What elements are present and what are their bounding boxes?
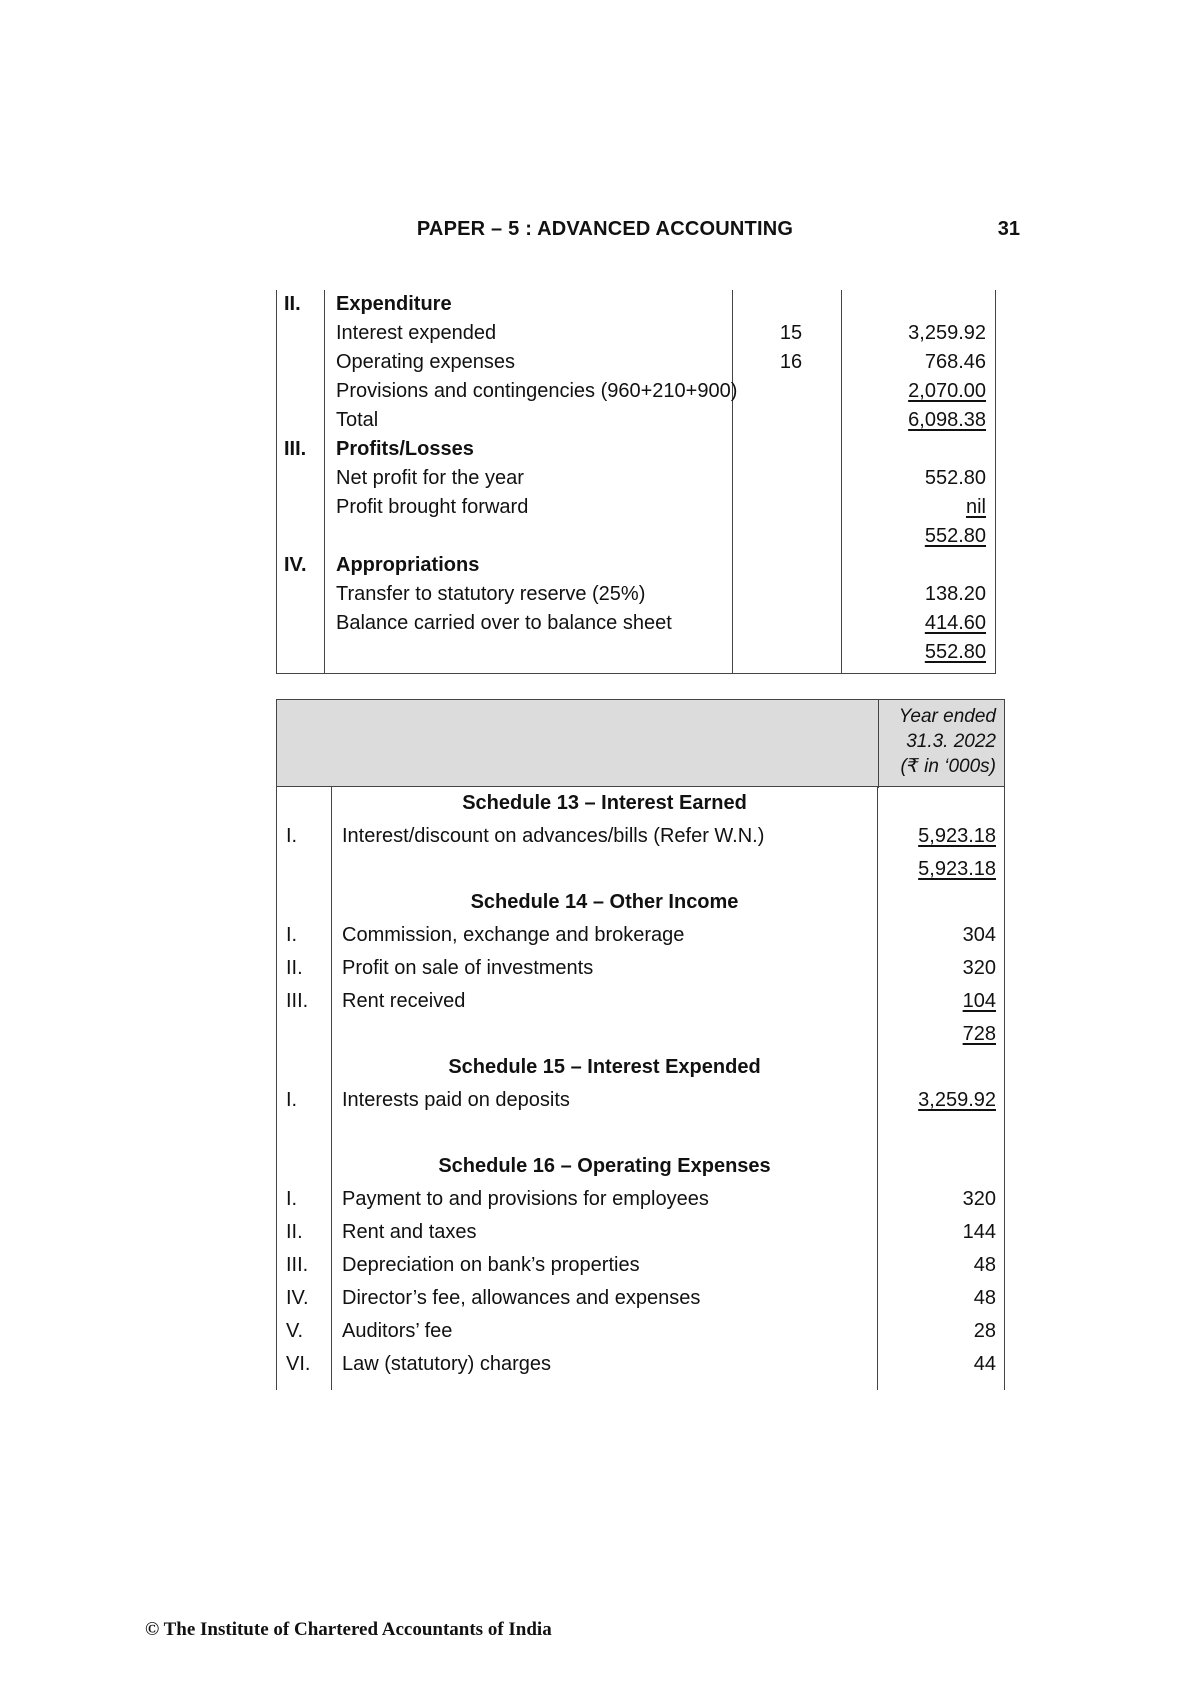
row-number: II. [286, 957, 303, 979]
table-row [276, 952, 1006, 985]
row-amount: 552.80 [924, 525, 986, 547]
row-amount: 552.80 [924, 641, 986, 663]
table-row [276, 638, 996, 667]
row-label: Profits/Losses [336, 438, 474, 460]
row-amount: 320 [962, 957, 996, 979]
row-amount: 144 [962, 1221, 996, 1243]
row-amount: 44 [973, 1353, 996, 1375]
row-label: Payment to and provisions for employees [342, 1188, 709, 1210]
table-row [276, 853, 1006, 886]
table-row [276, 493, 996, 522]
row-label: Director’s fee, allowances and expenses [342, 1287, 701, 1309]
row-amount: 3,259.92 [918, 1089, 996, 1111]
row-label: Total [336, 409, 379, 431]
schedule-heading: Schedule 15 – Interest Expended [448, 1056, 761, 1078]
row-amount: 414.60 [924, 612, 986, 634]
schedule-ref: 15 [779, 322, 803, 344]
row-label: Net profit for the year [336, 467, 524, 489]
row-label: Rent received [342, 990, 466, 1012]
schedule-heading-row [276, 1150, 1006, 1183]
row-number: VI. [286, 1353, 311, 1375]
header-line: (₹ in ‘000s) [900, 756, 996, 777]
column-header-year [899, 704, 996, 779]
row-label: Interest/discount on advances/bills (Refer W.N.) [342, 825, 765, 847]
table-row [276, 985, 1006, 1018]
schedule-heading-row [276, 1051, 1006, 1084]
row-label: Rent and taxes [342, 1221, 477, 1243]
row-amount: 2,070.00 [908, 380, 986, 402]
row-amount: 28 [973, 1320, 996, 1342]
table-row [276, 820, 1006, 853]
row-number: III. [284, 438, 307, 460]
row-label: Depreciation on bank’s properties [342, 1254, 640, 1276]
row-label: Interests paid on deposits [342, 1089, 570, 1111]
schedule-heading-row [276, 787, 1006, 820]
page-title: PAPER – 5 : ADVANCED ACCOUNTING [416, 218, 794, 240]
row-label: Auditors’ fee [342, 1320, 453, 1342]
copyright-footer: © The Institute of Chartered Accountants of India [145, 1619, 552, 1640]
header-line: Year ended [898, 706, 996, 727]
row-label: Appropriations [336, 554, 480, 576]
row-amount: nil [965, 496, 986, 518]
profit-loss-continuation-table [276, 290, 996, 674]
row-amount: 138.20 [924, 583, 986, 605]
row-number: I. [286, 1188, 298, 1210]
table-row [276, 319, 996, 348]
row-amount: 728 [962, 1023, 996, 1045]
row-label: Commission, exchange and brokerage [342, 924, 685, 946]
table-row [276, 1249, 1006, 1282]
table-row [276, 377, 996, 406]
table-row [276, 609, 996, 638]
table-row [276, 522, 996, 551]
row-label: Operating expenses [336, 351, 516, 373]
page-number: 31 [997, 218, 1020, 240]
row-number: III. [286, 1254, 309, 1276]
row-number: I. [286, 924, 298, 946]
schedule-heading: Schedule 14 – Other Income [470, 891, 739, 913]
table-rule [878, 700, 879, 788]
table-row [276, 1216, 1006, 1249]
row-number: III. [286, 990, 309, 1012]
schedule-heading: Schedule 13 – Interest Earned [462, 792, 747, 814]
row-label: Profit brought forward [336, 496, 529, 518]
table-row [276, 1315, 1006, 1348]
row-label: Balance carried over to balance sheet [336, 612, 672, 634]
row-amount: 6,098.38 [908, 409, 986, 431]
row-amount: 320 [962, 1188, 996, 1210]
table-row [276, 1348, 1006, 1381]
table-row [276, 1018, 1006, 1051]
row-number: I. [286, 1089, 298, 1111]
row-amount: 5,923.18 [918, 825, 996, 847]
row-label: Law (statutory) charges [342, 1353, 551, 1375]
row-amount: 104 [962, 990, 996, 1012]
row-number: II. [284, 293, 301, 315]
row-number: IV. [286, 1287, 309, 1309]
schedule-heading-row [276, 886, 1006, 919]
header-line: 31.3. 2022 [906, 731, 996, 752]
table-row [276, 551, 996, 580]
table-row [276, 580, 996, 609]
row-amount: 3,259.92 [908, 322, 986, 344]
row-label: Interest expended [336, 322, 497, 344]
row-amount: 304 [962, 924, 996, 946]
table-row [276, 1183, 1006, 1216]
row-number: I. [286, 825, 298, 847]
row-amount: 5,923.18 [918, 858, 996, 880]
row-number: IV. [284, 554, 307, 576]
schedules-table [276, 699, 1006, 1390]
schedule-ref: 16 [779, 351, 803, 373]
table-row [276, 1282, 1006, 1315]
row-label: Provisions and contingencies (960+210+900) [336, 380, 738, 402]
row-label: Expenditure [336, 293, 452, 315]
table-row [276, 290, 996, 319]
row-amount: 48 [973, 1287, 996, 1309]
row-amount: 48 [973, 1254, 996, 1276]
table-row [276, 464, 996, 493]
table-header [276, 699, 1005, 787]
row-number: V. [286, 1320, 304, 1342]
row-label: Profit on sale of investments [342, 957, 594, 979]
row-amount: 768.46 [924, 351, 986, 373]
table-row [276, 919, 1006, 952]
table-row [276, 1084, 1006, 1117]
table-row [276, 435, 996, 464]
row-number: II. [286, 1221, 303, 1243]
table-row [276, 406, 996, 435]
row-label: Transfer to statutory reserve (25%) [336, 583, 646, 605]
table-row [276, 348, 996, 377]
schedule-heading: Schedule 16 – Operating Expenses [438, 1155, 771, 1177]
row-amount: 552.80 [924, 467, 986, 489]
